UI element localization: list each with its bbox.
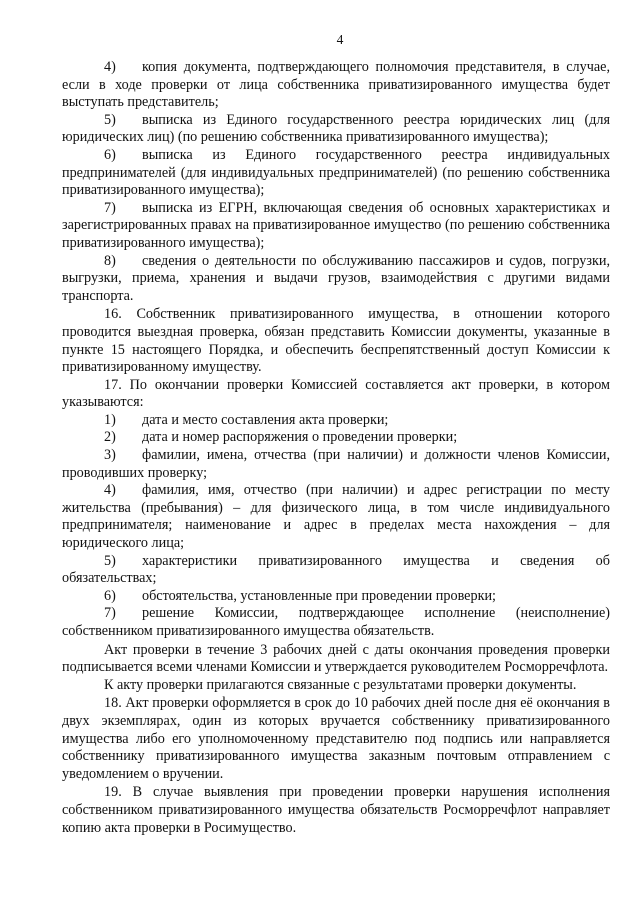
list-item [62,147,610,200]
list-item [62,253,610,306]
paragraph [62,306,610,376]
list-item [62,200,610,253]
list-item-number: 1) [104,411,116,428]
paragraph-text: выписка из ЕГРН, включающая сведения об основных характеристиках и зарегистрированных правах на приватизированное имущество (по решению собственника приватизированного имущества); [62,199,610,251]
paragraph [62,695,610,783]
paragraph-text: обстоятельства, установленные при проведении проверки; [142,587,497,604]
list-item [62,605,610,640]
list-item [62,588,610,606]
paragraph-text: выписка из Единого государственного реестра индивидуальных предпринимателей (для индивидуальных предпринимателей) (по решению собственника приватизированного имущества); [62,146,610,199]
paragraph [62,677,610,695]
paragraph-text: копия документа, подтверждающего полномочия представителя, в случае, если в ходе проверки от лица собственника приватизированного имущества будет выступать представитель; [62,59,610,111]
list-item-number: 5) [104,552,116,569]
list-item-number: 6) [104,146,116,163]
paragraph-text: 16. Собственник приватизированного имущества, в отношении которого проводится выездная проверка, обязан представить Комиссии документы, указанные в пункте 15 настоящего Порядка, и обеспечить беспрепятственный доступ Комиссии к приватизированному имуществу. [62,306,610,376]
list-item-number: 6) [104,587,116,604]
list-item-number: 7) [104,605,116,622]
paragraph-text: дата и номер распоряжения о проведении проверки; [142,429,458,446]
paragraph [62,642,610,677]
paragraph-text: К акту проверки прилагаются связанные с результатами проверки документы. [104,676,577,693]
paragraph-text: 17. По окончании проверки Комиссией составляется акт проверки, в котором указываются: [62,376,610,411]
paragraph-text: фамилия, имя, отчество (при наличии) и адрес регистрации по месту жительства (пребывания) – для физического лица, в том числе индивидуального предпринимателя; наименование и адрес в пределах места нахождения – для юридического лица; [62,482,610,552]
list-item-number: 5) [104,111,116,128]
list-item [62,553,610,588]
paragraph-text: 19. В случае выявления при проведении проверки нарушения исполнения собственником приватизированного имущества обязательств Росморречфлот направляет копию акта проверки в Росимущество. [62,784,610,836]
list-item-number: 4) [104,482,116,499]
paragraph-text: фамилии, имена, отчества (при наличии) и должности членов Комиссии, проводивших проверку; [62,447,610,481]
list-item-number: 2) [104,429,116,446]
paragraph-text: характеристики приватизированного имущества и сведения об обязательствах; [62,552,610,587]
paragraph-text: дата и место составления акта проверки; [142,411,389,428]
paragraph-text: выписка из Единого государственного реестра юридических лиц (для юридических лиц) (по решению собственника приватизированного имущества); [62,111,610,146]
paragraph-text: 18. Акт проверки оформляется в срок до 10 рабочих дней после дня её окончания в двух экземплярах, один из которых вручается собственнику приватизированного имущества либо его уполномоченному представителю под подпись или направляется собственнику приватизированного имущества заказным почтовым отправлением с уведомлением о вручении. [62,695,610,782]
list-item [62,482,610,552]
paragraph-text: решение Комиссии, подтверждающее исполнение (неисполнение) собственником приватизированного имущества обязательств. [62,605,610,639]
list-item-number: 4) [104,59,116,75]
document-body [62,59,610,837]
list-item [62,112,610,147]
list-item [62,412,610,430]
list-item [62,59,610,112]
paragraph [62,377,610,412]
page-number: 4 [336,32,344,47]
paragraph-text: сведения о деятельности по обслуживанию пассажиров и судов, погрузки, выгрузки, приема, хранения и выдачи грузов, взаимодействия с другими видами транспорта. [62,252,610,304]
paragraph-text: Акт проверки в течение 3 рабочих дней с даты окончания проведения проверки подписывается всеми членами Комиссии и утверждается руководителем Росморречфлота. [62,641,610,676]
list-item-number: 8) [104,252,116,269]
list-item-number: 3) [104,447,116,464]
list-item [62,447,610,482]
list-item [62,429,610,447]
list-item-number: 7) [104,199,116,216]
paragraph [62,784,610,837]
